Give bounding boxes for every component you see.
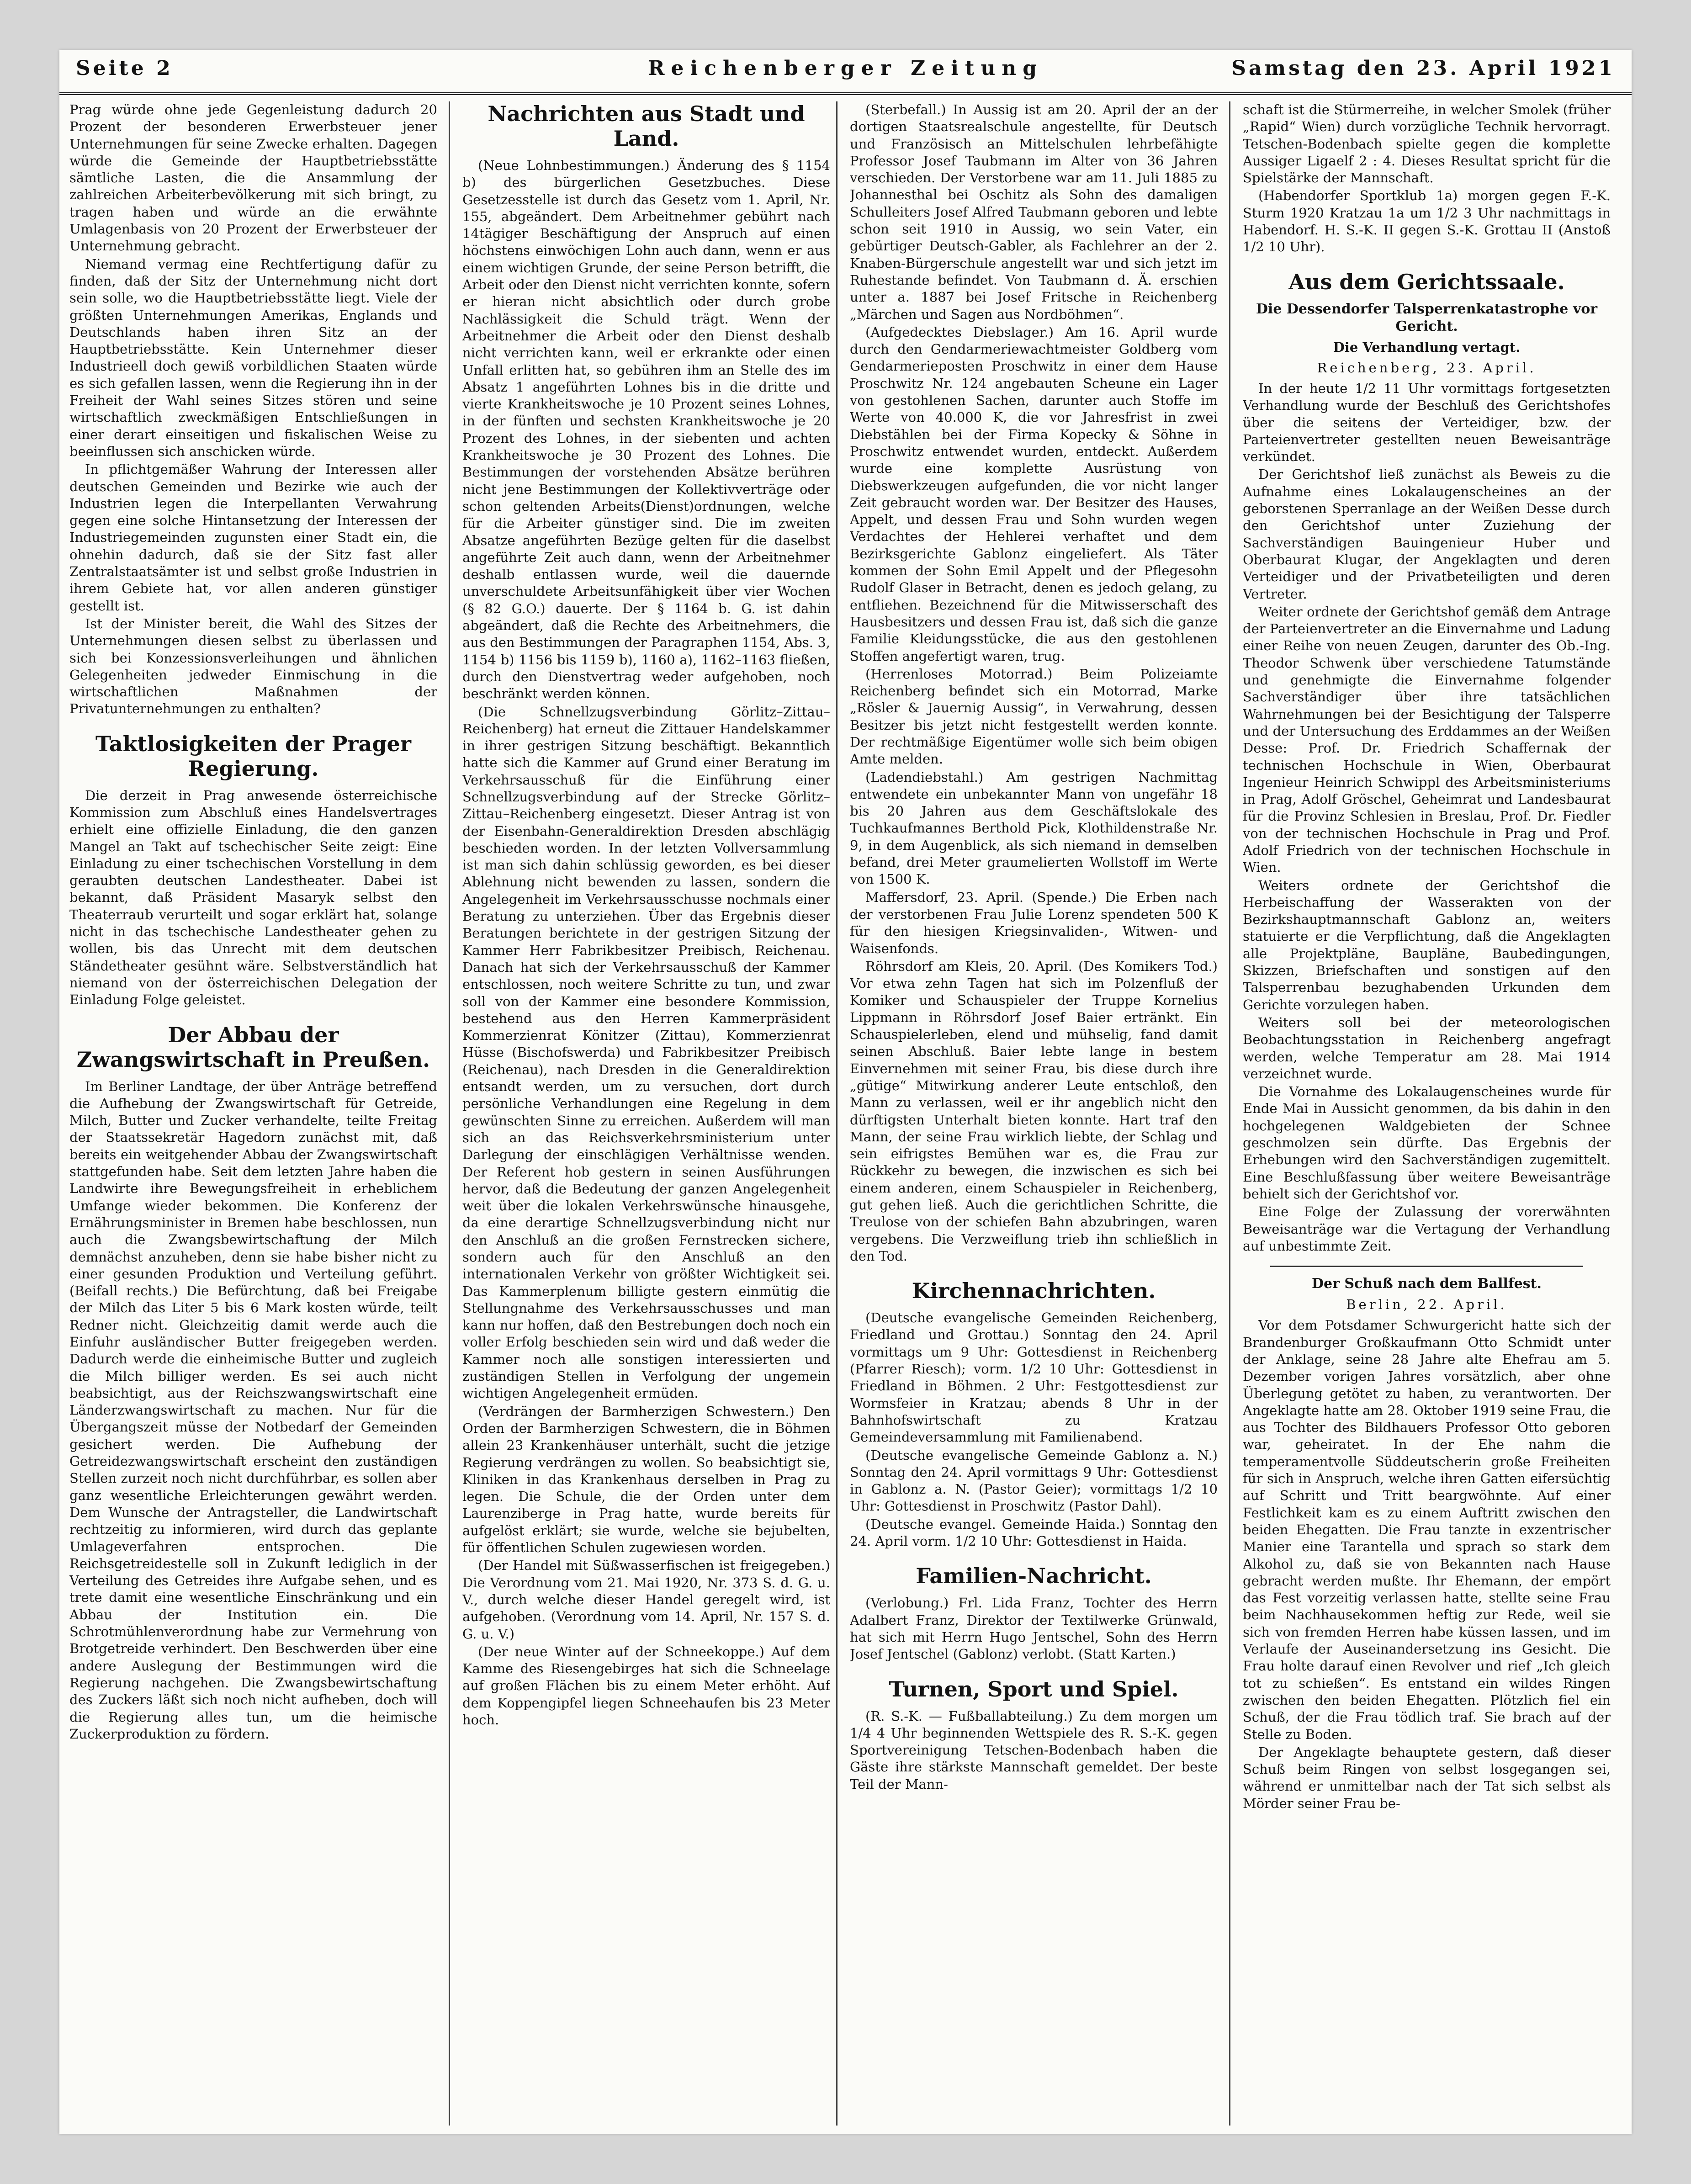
divider [1270, 1266, 1583, 1267]
column-2 [462, 101, 830, 2126]
article-paragraph: Weiters soll bei der meteorologischen Beobachtungsstation in Reichenberg angefragt werden, welche Temperatur am 28. Mai 1914 verzeichnet wurde. [1243, 1014, 1611, 1081]
article-paragraph: Die derzeit in Prag anwesende österreichische Kommission zum Abschluß eines Handelsvertrages erhielt eine offizielle Einladung, die den ganzen Mangel an Takt auf tschechischer Seite zeigt: Eine Einladung zu einer tschechischen Vorstellung in dem geraubten deutschen Landestheater. Dabei ist bekannt, daß Präsident Masaryk selbst den Theaterraub verurteilt und sogar erklärt hat, solange nicht in das tschechische Landestheater gehen zu wollen, bis das Unrecht mit dem deutschen Ständetheater gesühnt wäre. Selbstverständlich hat niemand von der österreichischen Delegation der Einladung Folge geleistet. [69, 787, 437, 1008]
headline-schuss-ballfest: Der Schuß nach dem Ballfest. [1312, 1276, 1542, 1292]
article-paragraph: Niemand vermag eine Rechtfertigung dafür zu finden, daß der Sitz der Unternehmung nicht dort sein solle, wo die Hauptbetriebsstätte liegt. Viele der größten Unternehmungen Amerikas, Englands und Deutschlands haben ihren Sitz an der Hauptbetriebsstätte. Kein Unternehmer dieser Industrieell doch gewiß vorbildlichen Staaten würde es sich gefallen lassen, wenn die Regierung ihn in der Freiheit der Wahl seines Sitzes stören und seine wirtschaftlich zweckmäßigen Entschließungen in einer derart einseitigen und fiskalischen Weise zu beeinflussen sich anschicken würde. [69, 256, 437, 459]
article-paragraph: In der heute 1/2 11 Uhr vormittags fortgesetzten Verhandlung wurde der Beschluß des Gerichtshofes über die seitens der Verteidiger, bzw. der Parteienvertreter gestellten neuen Beweisanträge verkündet. [1243, 380, 1611, 465]
article-paragraph: Weiters ordnete der Gerichtshof die Herbeischaffung der Wasserakten von der Bezirkshauptmannschaft Gablonz an, weiters statuierte er die Verpflichtung, daß die Angeklagten alle Projektpläne, Baupläne, Baubedingungen, Skizzen, Briefschaften und sonstigen auf den Talsperrenbau bezughabenden Urkunden dem Gerichte vorzulegen haben. [1243, 877, 1611, 1012]
article-subheading: Die Verhandlung vertagt. [1333, 339, 1521, 355]
column-rule [1229, 101, 1230, 2126]
article-paragraph: Ist der Minister bereit, die Wahl des Sitzes der Unternehmungen diesen selbst zu überlassen und sich bei Konzessionsverleihungen und ähnlichen Gelegenheiten jedweder Einmischung in die wirtschaftlichen Maßnahmen der Privatunternehmungen zu enthalten? [69, 615, 437, 717]
news-item: Maffersdorf, 23. April. (Spende.) Die Erben nach der verstorbenen Frau Julie Lorenz spendeten 500 K für den hiesigen Kriegsinvaliden-, Witwen- und Waisenfonds. [850, 889, 1218, 956]
news-item: (Verlobung.) Frl. Lida Franz, Tochter des Herrn Adalbert Franz, Direktor der Textilwerke Grünwald, hat sich mit Herrn Hugo Jentschel, Sohn des Herrn Josef Jentschel (Gablonz) verlobt. (Statt Karten.) [850, 1595, 1218, 1662]
news-item: (Aufgedecktes Diebslager.) Am 16. April wurde durch den Gendarmeriewachtmeister Goldberg vom Gendarmerieposten Proschwitz in einer dem Hause Proschwitz Nr. 124 angebauten Scheune ein Lager von gestohlenen Sachen, darunter auch Stoffe im Werte von 40.000 K, die vor Jahresfrist in zwei Diebstählen bei der Firma Kopecky & Söhne in Proschwitz entwendet wurden, entdeckt. Außerdem wurde eine komplette Ausrüstung von Diebswerkzeugen aufgefunden, die vor nicht langer Zeit gebraucht worden war. Der Besitzer des Hauses, Appelt, und dessen Frau und Sohn wurden wegen Verdachtes der Hehlerei verhaftet und dem Bezirksgerichte Gablonz eingeliefert. Als Täter kommen der Sohn Emil Appelt und der Pflegesohn Rudolf Glaser in Betracht, denen es jedoch gelang, zu entfliehen. Bezeichnend für die Mitwisserschaft des Hausbesitzers und dessen Frau ist, daß sich die ganze Familie Kleidungsstücke, die aus den gestohlenen Stoffen angefertigt waren, trug. [850, 324, 1218, 664]
section-heading-gerichtssaal: Aus dem Gerichtssaale. [1288, 269, 1565, 294]
column-1 [69, 101, 437, 2126]
news-item: (Ladendiebstahl.) Am gestrigen Nachmittag entwendete ein unbekannter Mann von ungefähr 18 bis 20 Jahren aus dem Geschäftslokale des Tuchkaufmannes Berthold Pick, Klothildenstraße Nr. 9, in dem Augenblick, als sich niemand in demselben befand, drei Meter graumelierten Wollstoff im Werte von 1500 K. [850, 769, 1218, 887]
article-paragraph: Die Vornahme des Lokalaugenscheines wurde für Ende Mai in Aussicht genommen, da bis dahin in den hochgelegenen Waldgebieten der Schnee geschmolzen sein dürfte. Das Ergebnis der Erhebungen wird den Sachverständigen zugemittelt. Eine Beschlußfassung über weitere Beweisanträge behielt sich der Gerichtshof vor. [1243, 1084, 1611, 1202]
section-heading-sport: Turnen, Sport und Spiel. [889, 1676, 1179, 1702]
news-item: (Verdrängen der Barmherzigen Schwestern.) Den Orden der Barmherzigen Schwestern, die in Böhmen allein 23 Krankenhäuser unterhält, sucht die jetzige Regierung verdrängen zu wollen. So beabsichtigt sie, Kliniken in das Krankenhaus derselben in Prag zu legen. Die Schule, die der Orden unter dem Laurenziberge in Prag hatte, wurde bereits für aufgelöst erklärt; sie wurde, welche sie bejubelten, für öffentlichen Schulen zugewiesen worden. [462, 1403, 830, 1556]
news-item: (Neue Lohnbestimmungen.) Änderung des § 1154 b) des bürgerlichen Gesetzbuches. Diese Gesetzesstelle ist durch das Gesetz vom 1. April, Nr. 155, abgeändert. Dem Arbeitnehmer gebührt nach 14tägiger Beschäftigung der Anspruch auf einen höchstens einwöchigen Lohn auch dann, wenn er aus einem wichtigen Grunde, der seine Person betrifft, die Arbeit oder den Dienst nicht verrichten konnte, sofern er hieran nicht absichtlich oder durch grobe Nachlässigkeit die Schuld trägt. Wenn der Arbeitnehmer die Arbeit oder den Dienst deshalb nicht verrichten kann, weil er erkrankte oder einen Unfall erlitten hat, so gebühren ihm an Stelle des im Absatz 1 angeführten Lohnes bis in die dritte und vierte Krankheitswoche je 10 Prozent seines Lohnes, in der fünften und sechsten Krankheitswoche je 20 Prozent des Lohnes, in der siebenten und achten Krankheitswoche je 30 Prozent des Lohnes. Die Bestimmungen der vorstehenden Absätze berühren nicht jene Bestimmungen der Kollektivverträge oder schon geltenden Arbeits(Dienst)ordnungen, welche für die Arbeiter günstiger sind. Die im zweiten Absatze angeführten Bezüge gelten für die daselbst angeführte Zeit auch dann, wenn der Arbeitnehmer deshalb entlassen wurde, weil die dauernde unverschuldete Arbeitsunfähigkeit über vier Wochen (§ 82 G.O.) dauerte. Der § 1164 b. G. ist dahin abgeändert, daß die Rechte des Arbeitnehmers, die aus den Bestimmungen der Paragraphen 1154, Abs. 3, 1154 b) 1156 bis 1159 b), 1160 a), 1162–1163 fließen, durch den Dienstvertrag weder aufgehoben, noch beschränkt werden können. [462, 158, 830, 702]
column-rule [836, 101, 838, 2126]
newspaper-title: Reichenberger Zeitung [647, 57, 1044, 80]
column-3 [850, 101, 1218, 2126]
news-item: (Sterbefall.) In Aussig ist am 20. April der an der dortigen Staatsrealschule angestellte, für Deutsch und Französisch an Mittelschulen lehrbefähigte Professor Josef Taubmann im Alter von 36 Jahren verschieden. Der Verstorbene war am 11. Juli 1885 zu Johannesthal bei Oschitz als Sohn des damaligen Schulleiters Josef Alfred Taubmann geboren und lebte schon seit 1910 in Aussig, wo sein Vater, ein gebürtiger Deutsch-Gabler, als Fachlehrer an der 2. Knaben-Bürgerschule angestellt war und sich jetzt im Ruhestande befindet. Von Taubmann d. Ä. erschien unter a. 1887 bei Josef Fritsche in Reichenberg „Märchen und Sagen aus Nordböhmen“. [850, 102, 1218, 322]
news-item: schaft ist die Stürmerreihe, in welcher Smolek (früher „Rapid“ Wien) durch vorzügliche Technik hervorragt. Tetschen-Bodenbach spielte gegen die komplette Aussiger Ligaelf 2 : 4. Dieses Resultat spricht für die Spielstärke der Mannschaft. [1243, 102, 1611, 186]
article-paragraph: Prag würde ohne jede Gegenleistung dadurch 20 Prozent der besonderen Erwerbsteuer jener Unternehmungen für seine Zwecke erhalten. Dagegen würde die Gemeinde der Hauptbetriebsstätte sämtliche Lasten, die die Ansammlung der zahlreichen Arbeiterbevölkerung mit sich bringt, zu tragen haben und würde an die erwähnte Umlagenbasis von 20 Prozent der Erwerbsteuer der Unternehmung gebracht. [69, 102, 437, 254]
dateline: Berlin, 22. April. [1346, 1297, 1507, 1313]
article-subheading: Die Dessendorfer Talsperrenkatastrophe vor Gericht. [1256, 301, 1598, 334]
section-heading-kirchennachrichten: Kirchennachrichten. [912, 1278, 1156, 1304]
news-item: (Deutsche evangel. Gemeinde Haida.) Sonntag den 24. April vorm. 1/2 10 Uhr: Gottesdienst in Haida. [850, 1516, 1218, 1549]
article-paragraph: In pflichtgemäßer Wahrung der Interessen aller deutschen Gemeinden und Bezirke wie auch der Industrien legen die Interpellanten Verwahrung gegen eine solche Hintansetzung der Interessen der Industriegemeinden zugunsten einer Stadt ein, die ohnehin dadurch, daß sie der Sitz fast aller Zentralstaatsämter ist und selbst große Industrien in ihrem Gebiete hat, vor allen anderen günstiger gestellt ist. [69, 461, 437, 614]
news-item: (Der neue Winter auf der Schneekoppe.) Auf dem Kamme des Riesengebirges hat sich die Schneelage auf großen Flächen bis zu einem Meter erhöht. Auf dem Koppengipfel liegen Schneehaufen bis 23 Meter hoch. [462, 1643, 830, 1728]
news-item: (Der Handel mit Süßwasserfischen ist freigegeben.) Die Verordnung vom 21. Mai 1920, Nr. 373 S. d. G. u. V., durch welche dieser Handel geregelt wird, ist aufgehoben. (Verordnung vom 14. April, Nr. 157 S. d. G. u. V.) [462, 1558, 830, 1642]
masthead [59, 50, 1632, 95]
news-item: (Die Schnellzugsverbindung Görlitz–Zittau–Reichenberg) hat erneut die Zittauer Handelskammer in ihrer gestrigen Sitzung beschäftigt. Bekanntlich hatte sich die Kammer auf Grund einer Beratung im Verkehrsausschuß für die Einführung einer Schnellzugsverbindung auf der Strecke Görlitz–Zittau–Reichenberg eingesetzt. Dieser Antrag ist von der Eisenbahn-Generaldirektion Dresden abschlägig beschieden worden. In der letzten Vollversammlung ist man sich dahin schlüssig geworden, es bei dieser Ablehnung nicht bewenden zu lassen, sondern die Angelegenheit im Verkehrsausschusse nochmals einer Beratung zu unterziehen. Über das Ergebnis dieser Beratungen berichtete in der gestrigen Sitzung der Kammer Herr Fabrikbesitzer Preibisch, Reichenau. Danach hat sich der Verkehrsausschuß der Kammer entschlossen, noch weitere Schritte zu tun, und zwar soll von der Kammer eine besondere Kommission, bestehend aus den Herren Kammerpräsident Kommerzienrat Könitzer (Zittau), Kommerzienrat Hüsse (Bischofswerda) und Fabrikbesitzer Preibisch (Reichenau), nach Dresden in die Generaldirektion entsandt werden, um zu versuchen, dort durch persönliche Verhandlungen eine Regelung in dem gewünschten Sinne zu erreichen. Außerdem will man sich an das Reichsverkehrsministerium unter Darlegung der einschlägigen Verhältnisse wenden. Der Referent hob gestern in seinen Ausführungen hervor, daß die Bedeutung der ganzen Angelegenheit weit über die lokalen Verkehrswünsche hinausgehe, da eine derartige Schnellzugsverbindung nicht nur den Anschluß an die großen Fernstrecken sichere, sondern auch für den Anschluß an den internationalen Verkehr von größter Wichtigkeit sei. Das Kammerplenum billigte gestern einmütig die Stellungnahme des Verkehrsausschusses und man kann nur hoffen, daß den Bestrebungen doch noch ein voller Erfolg beschieden sein wird und daß weder die Kammer noch alle sonstigen interessierten und zuständigen Stellen in Verfolgung der ungemein wichtigen Angelegenheit ermüden. [462, 704, 830, 1401]
news-item: (Deutsche evangelische Gemeinden Reichenberg, Friedland und Grottau.) Sonntag den 24. April vormittags um 9 Uhr: Gottesdienst in Reichenberg (Pfarrer Riesch); vorm. 1/2 10 Uhr: Gottesdienst in Friedland in Böhmen. 2 Uhr: Festgottesdienst zur Wormsfeier in Kratzau; abends 8 Uhr in der Bahnhofswirtschaft zu Kratzau Gemeindeversammlung mit Familienabend. [850, 1310, 1218, 1445]
column-4 [1243, 101, 1611, 2126]
issue-date: Samstag den 23. April 1921 [1231, 57, 1615, 80]
article-paragraph: Eine Folge der Zulassung der vorerwähnten Beweisanträge war die Vertagung der Verhandlung auf unbestimmte Zeit. [1243, 1204, 1611, 1254]
article-paragraph: Vor dem Potsdamer Schwurgericht hatte sich der Brandenburger Großkaufmann Otto Schmidt unter der Anklage, seine 28 Jahre alte Ehefrau am 5. Dezember vorigen Jahres vorsätzlich, aber ohne Überlegung getötet zu haben, zu verantworten. Der Angeklagte hatte am 28. Oktober 1919 seine Frau, die aus Tochter des Bildhauers Professor Otto geboren war, geheiratet. In der Ehe nahm die temperamentvolle Süddeutscherin große Freiheiten für sich in Anspruch, welche ihren Gatten eifersüchtig auf Schritt und Tritt beargwöhnte. Auf einer Festlichkeit kam es zu einem Auftritt zwischen den beiden Ehegatten. Die Frau tanzte in exzentrischer Manier eine Tarantella und sprach so stark dem Alkohol zu, daß sie von Bekannten nach Hause gebracht werden mußte. Ihr Ehemann, der empört das Fest vorzeitig verlassen hatte, stellte seine Frau beim Nachhausekommen heftig zur Rede, weil sie sich von fremden Herren habe küssen lassen, und im Verlaufe der Auseinandersetzung ins Gesicht. Die Frau holte darauf einen Revolver und rief „Ich gleich tot zu schießen“. Es entstand ein wildes Ringen zwischen den beiden Ehegatten. Plötzlich fiel ein Schuß, der die Frau tödlich traf. Sie brach auf der Stelle zu Boden. [1243, 1317, 1611, 1742]
headline-abbau-zwangswirtschaft: Der Abbau der Zwangswirtschaft in Preußen. [76, 1022, 430, 1072]
article-paragraph: Der Angeklagte behauptete gestern, daß dieser Schuß beim Ringen von selbst losgegangen sei, während er unmittelbar nach der Tat sich selbst als Mörder seiner Frau be- [1243, 1744, 1611, 1811]
news-item: (Herrenloses Motorrad.) Beim Polizeiamte Reichenberg befindet sich ein Motorrad, Marke „Rösler & Jauernig Aussig“, in Verwahrung, dessen Besitzer bis jetzt nicht festgestellt werden konnte. Der rechtmäßige Eigentümer wolle sich beim obigen Amte melden. [850, 666, 1218, 767]
column-rule [449, 101, 450, 2126]
newspaper-page [59, 50, 1632, 2134]
article-paragraph: Weiter ordnete der Gerichtshof gemäß dem Antrage der Parteienvertreter an die Einvernahme und Ladung einer Reihe von neuen Zeugen, darunter des Ob.-Ing. Theodor Schwenk über verschiedene Tatumstände und genehmigte die Einvernahme folgender Sachverständiger über ihre tatsächlichen Wahrnehmungen bei der Besichtigung der Talsperre und der Untersuchung des Erddammes an der Weißen Desse: Prof. Dr. Friedrich Schaffernak der technischen Hochschule in Wien, Oberbaurat Ingenieur Heinrich Schwippl des Arbeitsministeriums in Prag, Adolf Gröschel, Geheimrat und Landesbaurat für die Provinz Schlesien in Breslau, Prof. Dr. Fiedler von der technischen Hochschule in Prag und Prof. Adolf Friedrich von der technischen Hochschule in Wien. [1243, 604, 1611, 875]
section-heading-nachrichten: Nachrichten aus Stadt und Land. [488, 101, 805, 151]
article-paragraph: Im Berliner Landtage, der über Anträge betreffend die Aufhebung der Zwangswirtschaft für Getreide, Milch, Butter und Zucker verhandelte, teilte Freitag der Staatssekretär Hagedorn zunächst mit, daß bereits ein weitgehender Abbau der Zwangswirtschaft stattgefunden habe. Seit dem letzten Jahre haben die Landwirte ihre Bewegungsfreiheit in erheblichem Umfange wieder bekommen. Die Konferenz der Ernährungsminister in Bremen habe beschlossen, nun auch die Zwangsbewirtschaftung der Milch demnächst anzuheben, denn sie habe bisher nicht zu einer gesunden Produktion und Verteilung geführt. (Beifall rechts.) Die Befürchtung, daß bei Freigabe der Milch das Liter 5 bis 6 Mark kosten würde, teilt Redner nicht. Gleichzeitig damit werde auch die Einfuhr ausländischer Butter freigegeben werden. Dadurch werde die einheimische Butter und zugleich die Milch billiger werden. Es sei auch nicht beabsichtigt, aus der Reichszwangswirtschaft eine Länderzwangswirtschaft zu machen. Nur für die Übergangszeit müsse der Notbedarf der Gemeinden gesichert werden. Die Aufhebung der Getreidezwangswirtschaft erscheint den zuständigen Stellen zurzeit noch nicht durchführbar, es sollen aber ganz wesentliche Erleichterungen gewährt werden. Dem Wunsche der Antragsteller, die Landwirtschaft rechtzeitig zu informieren, wird durch das geplante Umlageverfahren entsprochen. Die Reichsgetreidestelle soll in Zukunft lediglich in der Verteilung des Getreides ihre Aufgabe sehen, und es trete damit eine wesentliche Einschränkung und ein Abbau der Institution ein. Die Schrotmühlenverordnung habe zur Vermehrung von Brotgetreide verhindert. Den Beschwerden über eine andere Auslegung der Bestimmungen wird die Regierung nachgehen. Die Zwangsbewirtschaftung des Zuckers läßt sich noch nicht aufheben, doch will die Regierung alles tun, um die heimische Zuckerproduktion zu fördern. [69, 1078, 437, 1742]
news-item: (Habendorfer Sportklub 1a) morgen gegen F.-K. Sturm 1920 Kratzau 1a um 1/2 3 Uhr nachmittags in Habendorf. H. S.-K. II gegen S.-K. Grottau II (Anstoß 1/2 10 Uhr). [1243, 188, 1611, 255]
headline-taktlosigkeiten: Taktlosigkeiten der Prager Regierung. [95, 731, 411, 781]
news-item: Röhrsdorf am Kleis, 20. April. (Des Komikers Tod.) Vor etwa zehn Tagen hat sich im Polzenfluß der Komiker und Schauspieler der Truppe Kornelius Lippmann in Röhrsdorf Josef Baier ertränkt. Ein Schauspielerleben, elend und mühselig, fand damit seinen Abschluß. Baier lebte lange in bestem Einvernehmen mit seiner Frau, bis diese durch ihre „gütige“ Mitwirkung anderer Leute entschloß, den Mann zu verlassen, weil er ihr angeblich nicht den dürftigsten Unterhalt bieten konnte. Hart traf den Mann, der seine Frau wirklich liebte, der Schlag und sein eifrigstes Bemühen war es, die Frau zur Rückkehr zu bewegen, die inzwischen es sich bei einem anderen, einem Schauspieler in Reichenberg, gut gehen ließ. Auch die gerichtlichen Schritte, die Treulose von der schiefen Bahn abzubringen, waren vergebens. Die Verzweiflung trieb ihn schließlich in den Tod. [850, 958, 1218, 1264]
section-heading-familien: Familien-Nachricht. [916, 1564, 1152, 1589]
page-number: Seite 2 [76, 57, 173, 80]
article-paragraph: Der Gerichtshof ließ zunächst als Beweis zu die Aufnahme eines Lokalaugenscheines an der geborstenen Sperranlage an der Weißen Desse durch den Gerichtshof unter Zuziehung der Sachverständigen Bauingenieur Huber und Oberbaurat Klugar, der Angeklagten und deren Verteidiger und der Privatbeteiligten und deren Vertreter. [1243, 466, 1611, 602]
news-item: (R. S.-K. — Fußballabteilung.) Zu dem morgen um 1/4 4 Uhr beginnenden Wettspiele des R. S.-K. gegen Sportvereinigung Tetschen-Bodenbach haben die Gäste ihre stärkste Mannschaft gemeldet. Der beste Teil der Mann- [850, 1708, 1218, 1792]
dateline: Reichenberg, 23. April. [1317, 360, 1537, 376]
news-item: (Deutsche evangelische Gemeinde Gablonz a. N.) Sonntag den 24. April vormittags 9 Uhr: Gottesdienst in Gablonz a. N. (Pastor Geier); vormittags 1/2 10 Uhr: Gottesdienst in Proschwitz (Pastor Dahl). [850, 1447, 1218, 1514]
